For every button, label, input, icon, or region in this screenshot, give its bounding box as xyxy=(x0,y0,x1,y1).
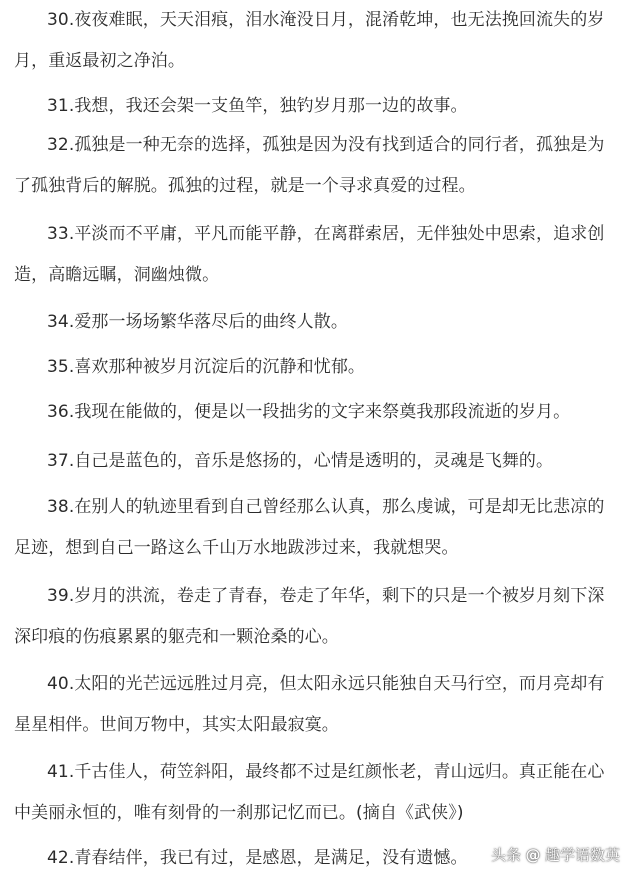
paragraph-line: 造，高瞻远瞩，洞幽烛微。 xyxy=(14,265,220,285)
paragraph-line: 足迹，想到自己一路这么千山万水地跋涉过来，我就想哭。 xyxy=(14,538,459,558)
paragraph-line: 34.爱那一场场繁华落尽后的曲终人散。 xyxy=(47,312,348,332)
source-watermark xyxy=(491,844,620,865)
paragraph-line: 39.岁月的洪流，卷走了青春，卷走了年华，剩下的只是一个被岁月刻下深 xyxy=(47,586,605,606)
paragraph-37 xyxy=(14,441,614,482)
paragraph-line: 30.夜夜难眠，天天泪痕，泪水淹没日月，混淆乾坤，也无法挽回流失的岁 xyxy=(47,10,605,30)
paragraph-35 xyxy=(14,347,614,388)
paragraph-32 xyxy=(14,125,614,207)
paragraph-line: 深印痕的伤痕累累的躯壳和一颗沧桑的心。 xyxy=(14,627,339,647)
paragraph-34 xyxy=(14,302,614,343)
paragraph-30 xyxy=(14,0,614,82)
paragraph-40 xyxy=(14,664,614,746)
paragraph-41 xyxy=(14,752,614,834)
paragraph-line: 33.平淡而不平庸，平凡而能平静，在离群索居，无伴独处中思索，追求创 xyxy=(47,224,605,244)
watermark-prefix: 头条 xyxy=(490,846,521,864)
paragraph-line: 36.我现在能做的，便是以一段拙劣的文字来祭奠我那段流逝的岁月。 xyxy=(47,402,571,422)
paragraph-line: 月，重返最初之净泊。 xyxy=(14,51,185,71)
paragraph-line: 35.喜欢那种被岁月沉淀后的沉静和忧郁。 xyxy=(47,357,366,377)
paragraph-line: 38.在别人的轨迹里看到自己曾经那么认真，那么虔诚，可是却无比悲凉的 xyxy=(47,497,605,517)
at-icon: @ xyxy=(525,845,541,864)
paragraph-31 xyxy=(14,86,614,127)
paragraph-line: 星星相伴。世间万物中，其实太阳最寂寞。 xyxy=(14,715,339,735)
paragraph-line: 40.太阳的光芒远远胜过月亮，但太阳永远只能独自天马行空，而月亮却有 xyxy=(47,674,605,694)
paragraph-36 xyxy=(14,392,614,433)
paragraph-line: 了孤独背后的解脱。孤独的过程，就是一个寻求真爱的过程。 xyxy=(14,176,476,196)
paragraph-line: 37.自己是蓝色的，音乐是悠扬的，心情是透明的，灵魂是飞舞的。 xyxy=(47,451,554,471)
paragraph-line: 31.我想，我还会架一支鱼竿，独钓岁月那一边的故事。 xyxy=(47,96,468,116)
paragraph-38 xyxy=(14,487,614,569)
paragraph-line: 41.千古佳人，荷笠斜阳，最终都不过是红颜怅老，青山远归。真正能在心 xyxy=(47,762,605,782)
paragraph-line: 中美丽永恒的，唯有刻骨的一刹那记忆而已。(摘自《武侠》) xyxy=(14,803,464,823)
paragraph-39 xyxy=(14,576,614,658)
paragraph-line: 42.青春结伴，我已有过，是感恩，是满足，没有遗憾。 xyxy=(47,848,468,868)
paragraph-33 xyxy=(14,214,614,296)
watermark-account: 趣学语数英 xyxy=(544,846,620,864)
paragraph-line: 32.孤独是一种无奈的选择，孤独是因为没有找到适合的同行者，孤独是为 xyxy=(47,135,605,155)
